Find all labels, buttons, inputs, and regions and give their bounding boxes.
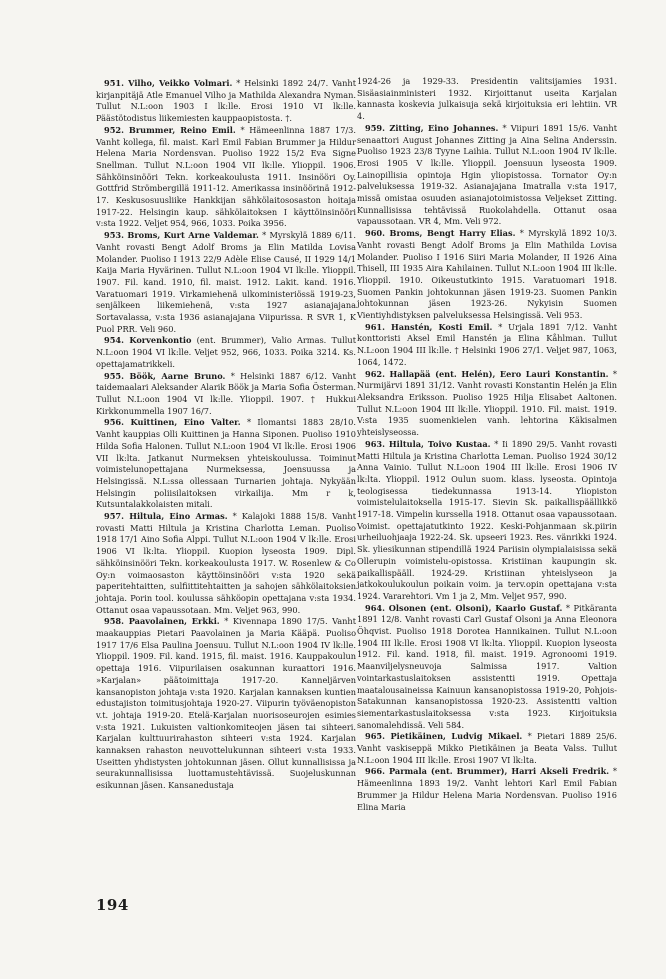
entry-body: * Urjala 1891 7/12. Vanht konttoristi Aksel Emil Hanstén ja Elina Kåhlman. Tullut N.L:oon 1904 III lk:lle. † Helsinki 1906 27/1. Veljet 987, 1063, 1064, 1472.: [357, 321, 618, 367]
entry-body: * Pietari 1889 25/6. Vanht vaskiseppä Mikko Pietikäinen ja Beata Valss. Tullut N.L:oon 1904 III lk:lle. Erosi 1907 VI lk:lta.: [357, 731, 617, 765]
entry-heading: 956. Kuittinen, Eino Valter.: [104, 417, 241, 428]
entry-body: * Helsinki 1892 24/7. Vanht kirjanpitäjä Atle Emanuel Vilho ja Mathilda Alexandra Nyman. Tullut N.L:oon 1903 I lk:lle. Erosi 1910 VI lk:lle. Päästötodistus liikemiesten kauppaopistosta. †.: [96, 78, 356, 124]
entry-body: * Viipuri 1891 15/6. Vanht senaattori August Johannes Zitting ja Aina Selina Anderssin. Puoliso 1923 23/8 Tyyne Laihia. Tullut N.L:oon 1904 IV lk:lle. Erosi 1905 V lk:lle. Ylioppil. Joensuun lyseosta 1909. Lainopillisia opintoja Hgin yliopistossa. Tornator Oy:n palveluksessa 1919-32. Asianajajana Imatralla v:sta 1917, missä omistaa osuuden asianajotoimistossa Veljekset Zitting. Kunnallisissa tehtävissä Ruokolahdella. Ottanut osaa vapaussotaan. VR 4, Mm. Veli 972.: [357, 122, 617, 227]
list-item: [96, 335, 356, 370]
entry-heading: 958. Paavolainen, Erkki.: [104, 616, 220, 627]
entry-body: * Kivennapa 1890 17/5. Vanht maakauppias Pietari Paavolainen ja Maria Kääpä. Puoliso 1917 17/6 Elsa Paulina Joensuu. Tullut N.L:oon 1904 IV lk:lle. Ylioppil. 1909. Fil. kand. 1915, fil. maist. 1916. Kauppakoulun opettaja 1916. Viipurilaisen osakunnan kuraattori 1916. »Karjalan» päätoimittaja 1917-20. Kanneljärven kansanopiston johtaja v:sta 1920. Karjalan kannaksen kuntien edustajiston toimitusjohtaja 1920-27. Viipurin työväenopiston v.t. johtaja 1919-20. Etelä-Karjalan nuorisoseurojen esimies v:sta 1921. Lukuisten valtionkomiteojen jäsen tai sihteeri. Karjalan kulttuurirahaston sihteeri v:sta 1924. Karjalan kannaksen rahaston neuvottelukunnan sihteeri v:sta 1933. Useitten yhdistysten johtokunnan jäsen. Ollut kunnallisissa ja seurakunnallisissa luottamustehtävissä. Suojeluskunnan esikunnan jäsen. Kansanedustaja: [96, 616, 356, 791]
list-item: [357, 76, 617, 123]
list-item: [357, 439, 617, 603]
list-item: [96, 78, 356, 125]
list-item: [96, 511, 356, 616]
entry-heading: 965. Pietikäinen, Ludvig Mikael.: [365, 731, 523, 742]
entry-body: (ent. Brummer), Valio Armas. Tullut N.L:oon 1904 VI lk:lle. Veljet 952, 966, 1033. Poika 3214. Ks. opettajamatrikkeli.: [96, 335, 356, 369]
entry-body: * Kalajoki 1888 15/8. Vanht rovasti Matti Hiltula ja Kristina Charlotta Leman. Puoliso 1918 17/1 Aino Sofia Alppi. Tullut N.L:oon 1904 V lk:lle. Erosi 1906 VI lk:lta. Ylioppil. Kuopion lyseosta 1909. Dipl. sähköinsinööri Tekn. korkeakoulusta 1917. W. Rosenlew & Co Oy:n voimaosaston käyttöinsinööri v:sta 1920 sekä paperitehtaitten, sulfiittitehtaitten ja sahojen sähkölaitoksien johtaja. Porin tool. koulussa sähköopin opettajana v:sta 1934. Ottanut osaa vapaussotaan. Mm. Veljet 963, 990.: [96, 511, 356, 615]
list-item: [96, 616, 356, 792]
left-column: [96, 78, 356, 792]
entry-heading: 962. Hallapää (ent. Helén), Eero Lauri Konstantin.: [365, 368, 609, 379]
entry-body: * Ilomantsi 1883 28/10. Vanht kauppias Olli Kuittinen ja Hanna Siponen. Puoliso 1910 Hilda Sofia Halonen. Tullut N.L:oon 1904 VI lk:lle. Erosi 1906 VII lk:lta. Jatkanut Nurmeksen yhteiskoulussa. Toiminut voimistelunopettajana Nurmeksessa, Joensuussa ja Helsingissä. N.L:ssa ollessaan Turnarien johtaja. Nykyään Helsingin poliisilaitoksen virkailija. Mm r k, Kutsuntalakkolaisten mitali.: [96, 417, 356, 510]
entry-heading: 966. Parmala (ent. Brummer), Harri Akseli Fredrik.: [365, 766, 610, 777]
entry-body: * Myrskylä 1889 6/11. Vanht rovasti Bengt Adolf Broms ja Elin Matilda Lovisa Molander. Puoliso I 1913 22/9 Adèle Elise Causé, II 1929 14/1 Kaija Maria Hyvärinen. Tullut N.L:oon 1904 VI lk:lle. Ylioppil. 1907. Fil. kand. 1910, fil. maist. 1912. Lakit. kand. 1916. Varatuomari 1919. Virkamiehenä ulkoministeriössä 1919-23, senjälkeen liikemiehenä, v:sta 1927 asianajajana Sortavalassa, v:sta 1936 asianajajana Viipurissa. R SVR 1, K Puol PRR. Veli 960.: [96, 230, 356, 334]
entry-body: 1924-26 ja 1929-33. Presidentin valitsijamies 1931. Sisäasiainministeri 1932. Kirjoittanut useita Karjalan kannasta koskevia julkaisuja sekä kirjoituksia eri lehtiin. VR 4.: [357, 76, 617, 122]
list-item: [96, 125, 356, 230]
list-item: [96, 371, 356, 418]
page-number: 194: [96, 896, 129, 914]
entry-body: * Helsinki 1887 6/12. Vanht taidemaalari Aleksander Alarik Böök ja Maria Sofia Österman. Tullut N.L:oon 1904 VI lk:lle. Ylioppil. 1907. † Hukkui Kirkkonummella 1907 16/7.: [96, 370, 356, 416]
list-item: [357, 603, 617, 732]
entry-body: * Nurmijärvi 1891 31/12. Vanht rovasti Konstantin Helén ja Elin Aleksandra Eriksson. Puoliso 1925 Hilja Elisabet Aaltonen. Tullut N.L:oon 1904 III lk:lle. Ylioppil. 1910. Fil. maist. 1919. V:sta 1935 suomenkielen vanh. lehtorina Käkisalmen yhteislyseossa.: [357, 368, 617, 438]
list-item: [357, 731, 617, 766]
entry-body: * Hämeenlinna 1887 17/3. Vanht kollega, fil. maist. Karl Emil Fabian Brummer ja Hildur Helena Maria Nordensvan. Puoliso 1922 15/2 Eva Signe Snellman. Tullut N.L:oon 1904 VII lk:lle. Ylioppil. 1906. Sähköinsinööri Tekn. korkeakoulusta 1911. Insinööri Oy. Gottfrid Strömbergillä 1911-12. Amerikassa insinöörinä 1912-17. Keskusosuusliike Hankkijan sähkölaitososaston hoitaja 1917-22. Helsingin kaup. sähkölaitoksen I käyttöinsinööri v:sta 1922. Veljet 954, 966, 1033. Poika 3956.: [96, 124, 356, 229]
entry-body: * Hämeenlinna 1893 19/2. Vanht lehtori Karl Emil Fabian Brummer ja Hildur Helena Maria Nordensvan. Puoliso 1916 Elina Maria: [357, 766, 617, 812]
list-item: [357, 228, 617, 322]
entry-heading: 951. Vilho, Veikko Volmari.: [104, 78, 233, 88]
entry-body: * Pitkäranta 1891 12/8. Vanht rovasti Carl Gustaf Olsoni ja Anna Eleonora Öhqvist. Puoliso 1918 Dorotea Hannikainen. Tullut N.L:oon 1904 III lk:lle. Erosi 1908 VI lk:lta. Ylioppil. Kuopion lyseosta 1912. Fil. kand. 1918, fil. maist. 1919. Agronoomi 1919. Maanviljelysneuvoja Salmissa 1917. Valtion vointarkastuslaitoksen assistentti 1919. Opettaja maatalousaineissa Kainuun kansanopistossa 1919-20, Pohjois-Satakunnan kansanopistossa 1920-23. Assistentti valtion siementarkastuslaitoksessa v:sta 1923. Kirjoituksia sanomalehdissä. Veli 584.: [357, 602, 617, 730]
entry-heading: 955. Böök, Aarne Bruno.: [104, 370, 226, 381]
entry-heading: 961. Hanstén, Kosti Emil.: [365, 321, 493, 332]
entry-heading: 959. Zitting, Eino Johannes.: [365, 122, 499, 133]
entry-heading: 954. Korvenkontio: [104, 335, 192, 346]
entry-heading: 957. Hiltula, Eino Armas.: [104, 511, 228, 522]
list-item: [357, 369, 617, 439]
entry-heading: 960. Broms, Bengt Harry Elias.: [365, 228, 516, 239]
entry-heading: 953. Broms, Kurt Arne Valdemar.: [104, 230, 259, 241]
entry-heading: 952. Brummer, Reino Emil.: [104, 124, 236, 135]
entry-body: * Myrskylä 1892 10/3. Vanht rovasti Bengt Adolf Broms ja Elin Mathilda Lovisa Molander. Puoliso I 1916 Siiri Maria Molander, II 1926 Aina Thisell, III 1935 Aira Kahilainen. Tullut N.L:oon 1904 III lk:lle. Ylioppil. 1910. Oikeustutkinto 1915. Varatuomari 1918. Suomen Pankin johtokunnan jäsen 1919-23. Suomen Pankin johtokunnan jäsen 1923-26. Nykyisin Suomen Vientiyhdistyksen palveluksessa Helsingissä. Veli 953.: [357, 228, 618, 321]
entry-heading: 963. Hiltula, Toivo Kustaa.: [365, 438, 491, 449]
entry-heading: 964. Olsonen (ent. Olsoni), Kaarlo Gustaf.: [365, 602, 563, 613]
list-item: [357, 322, 617, 369]
entry-body: * Ii 1890 29/5. Vanht rovasti Matti Hiltula ja Kristina Charlotta Leman. Puoliso 1924 30/12 Anna Vainio. Tullut N.L:oon 1904 III lk:lle. Erosi 1906 IV lk:lta. Ylioppil. 1912 Oulun suom. klass. lyseosta. Opintoja teologisessa tiedekunnassa 1913-14. Yliopiston voimistelulaitoksella 1915-17. Sievin Sk. paikallispäällikkö 1917-18. Vimpelin kurssella 1918. Ottanut osaa vapaussotaan. Voimist. opettajatutkinto 1922. Keski-Pohjanmaan sk.piirin urheiluohjaaja 1922-24. Sk. upseeri 1923. Res. vänrikki 1924. Sk. yliesikunnan stipendillä 1924 Pariisin olympialaisissa sekä Ollerupin voimistelu-opistossa. Kristiinan kaupungin sk. paikallispääll. 1924-29. Kristiinan yhteislyseon ja jatkokoulukoulun poikain voim. ja terv.opin opettajana v:sta 1924. Vararehtori. Vm 1 ja 2, Mm. Veljet 957, 990.: [357, 438, 618, 601]
right-column: [357, 76, 617, 813]
list-item: [96, 417, 356, 511]
list-item: [96, 230, 356, 335]
list-item: [357, 766, 617, 813]
list-item: [357, 123, 617, 228]
